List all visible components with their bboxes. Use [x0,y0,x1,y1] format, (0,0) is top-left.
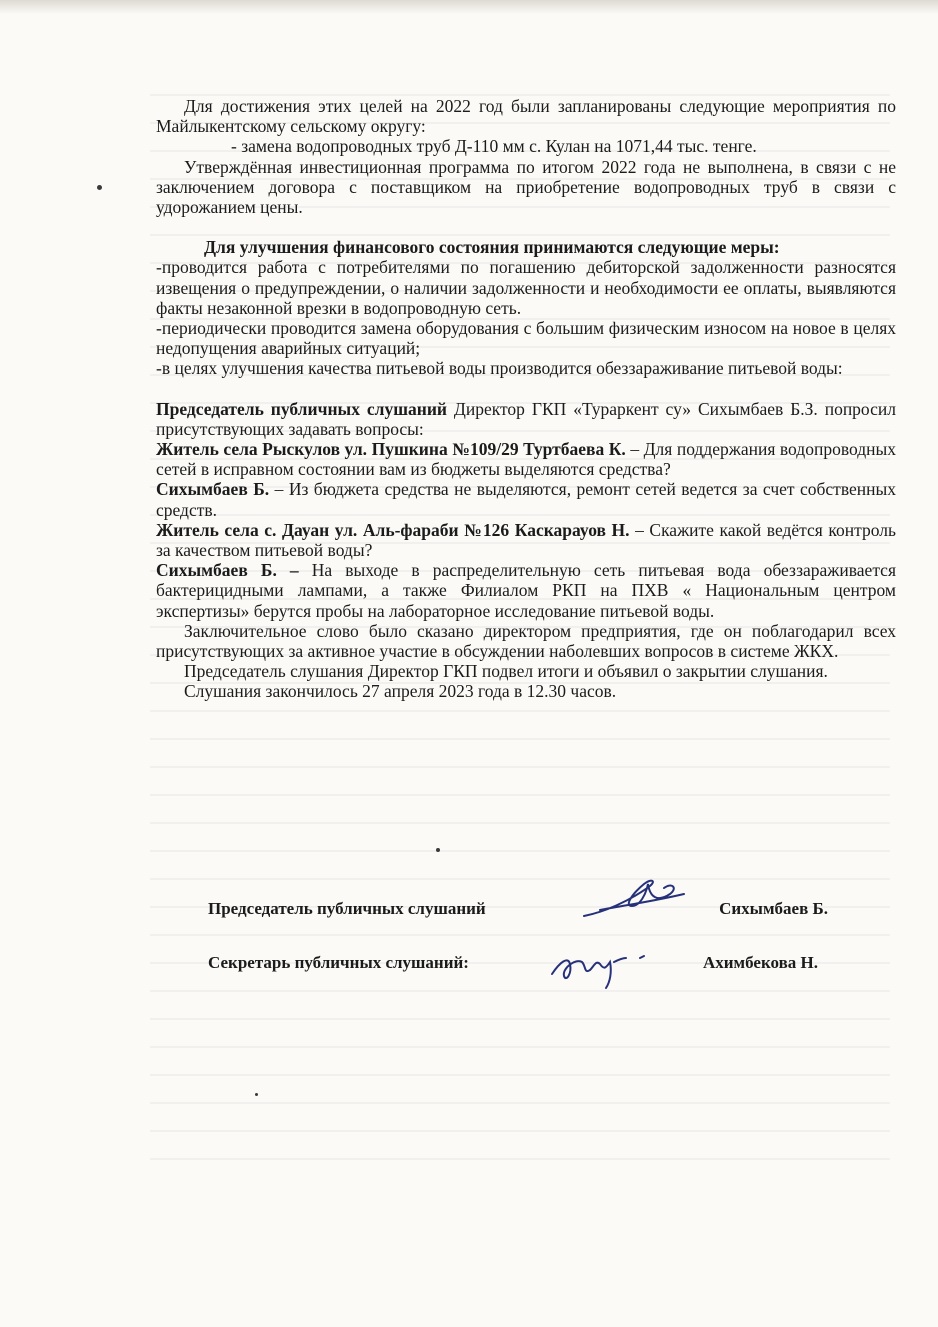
scan-edge-shadow [0,0,938,14]
speaker-name: Житель села с. Дауан ул. Аль-фараби №126 Каскарауов Н. [156,519,630,540]
dialog-answer-2 [156,560,896,621]
chair-invitation [156,399,896,439]
chair-name: Сихымбаев Б. [719,899,828,918]
signature-row [208,893,828,972]
scan-speck [436,848,440,852]
chair-invitation-text: Директор ГКП «Тураркент су» Сихымбаев Б.З. попросил присутствующих задавать вопросы: [156,398,896,439]
document-body [156,96,896,702]
measure-water-quality: -в целях улучшения качества питьевой воды производится обеззараживание питьевой воды: [156,358,843,379]
secretary-name: Ахимбекова Н. [702,953,818,972]
speaker-text: На выходе в распределительную сеть питьевая вода обеззараживается бактерицидными лампами, а также Филиалом РКП на ПХВ « Национальным центром экспертизы» берутся пробы на лабораторное исследование питьевой воды. [156,560,897,621]
scan-speck [255,1093,258,1096]
paragraph-goals: Для достижения этих целей на 2022 год были запланированы следующие мероприятия по Майлыкентскому сельскому округу: [156,96,896,137]
measure-consumers: -проводится работа с потребителями по погашению дебиторской задолженности разносятся извещения о предупреждении, о наличии задолженности и необходимости ее оплаты, выявляются факты незаконной врезки в водопроводную сеть. [156,257,896,318]
speaker-text: – Для поддержания водопроводных сетей в исправном состоянии вам из бюджеты выделяются средства? [156,439,896,480]
spacer [156,379,896,399]
closing-time: Слушания закончилось 27 апреля 2023 года в 12.30 часов. [184,681,617,702]
speaker-name: Сихымбаев Б. [156,479,270,500]
chair-role: Председатель публичных слушаний [208,899,486,918]
chair-label: Председатель публичных слушаний [156,398,447,419]
measure-equipment: -периодически проводится замена оборудования с большим физическим износом на новое в целях недопущения аварийных ситуаций; [156,318,896,359]
speaker-text: – Из бюджета средства не выделяются, ремонт сетей ведется за счет собственных средств. [156,479,896,520]
dialog-answer-1 [156,479,896,519]
speaker-name: Сихымбаев Б. – [156,560,299,581]
speaker-name: Житель села Рыскулов ул. Пушкина №109/29 Туртбаева К. [156,439,626,460]
paragraph-pipe-replacement: - замена водопроводных труб Д-110 мм с. Кулан на 1071,44 тыс. тенге. [231,136,757,157]
spacer [156,217,896,237]
secretary-role: Секретарь публичных слушаний: [208,953,469,972]
dialog-question-1 [156,439,896,479]
paragraph-investment-program: Утверждённая инвестиционная программа по итогом 2022 года не выполнена, в связи с не заключением договора с поставщиком на приобретение водопроводных труб в связи с удорожанием цены. [156,156,896,218]
speaker-text: – Скажите какой ведётся контроль за качеством питьевой воды? [156,519,896,561]
chair-signature-icon [580,872,690,926]
measures-heading: Для улучшения финансового состояния принимаются следующие меры: [204,237,780,258]
closing-summary: Председатель слушания Директор ГКП подвел итоги и объявил о закрытии слушания. [184,661,828,682]
closing-remarks: Заключительное слово было сказано директором предприятия, где он поблагодарил всех присутствующих за активное участие в обсуждении наболевших вопросов в системе ЖКХ. [156,620,896,662]
dialog-question-2 [156,520,896,560]
signature-block [208,893,828,972]
secretary-signature-icon [546,944,656,994]
scan-speck [97,185,102,190]
